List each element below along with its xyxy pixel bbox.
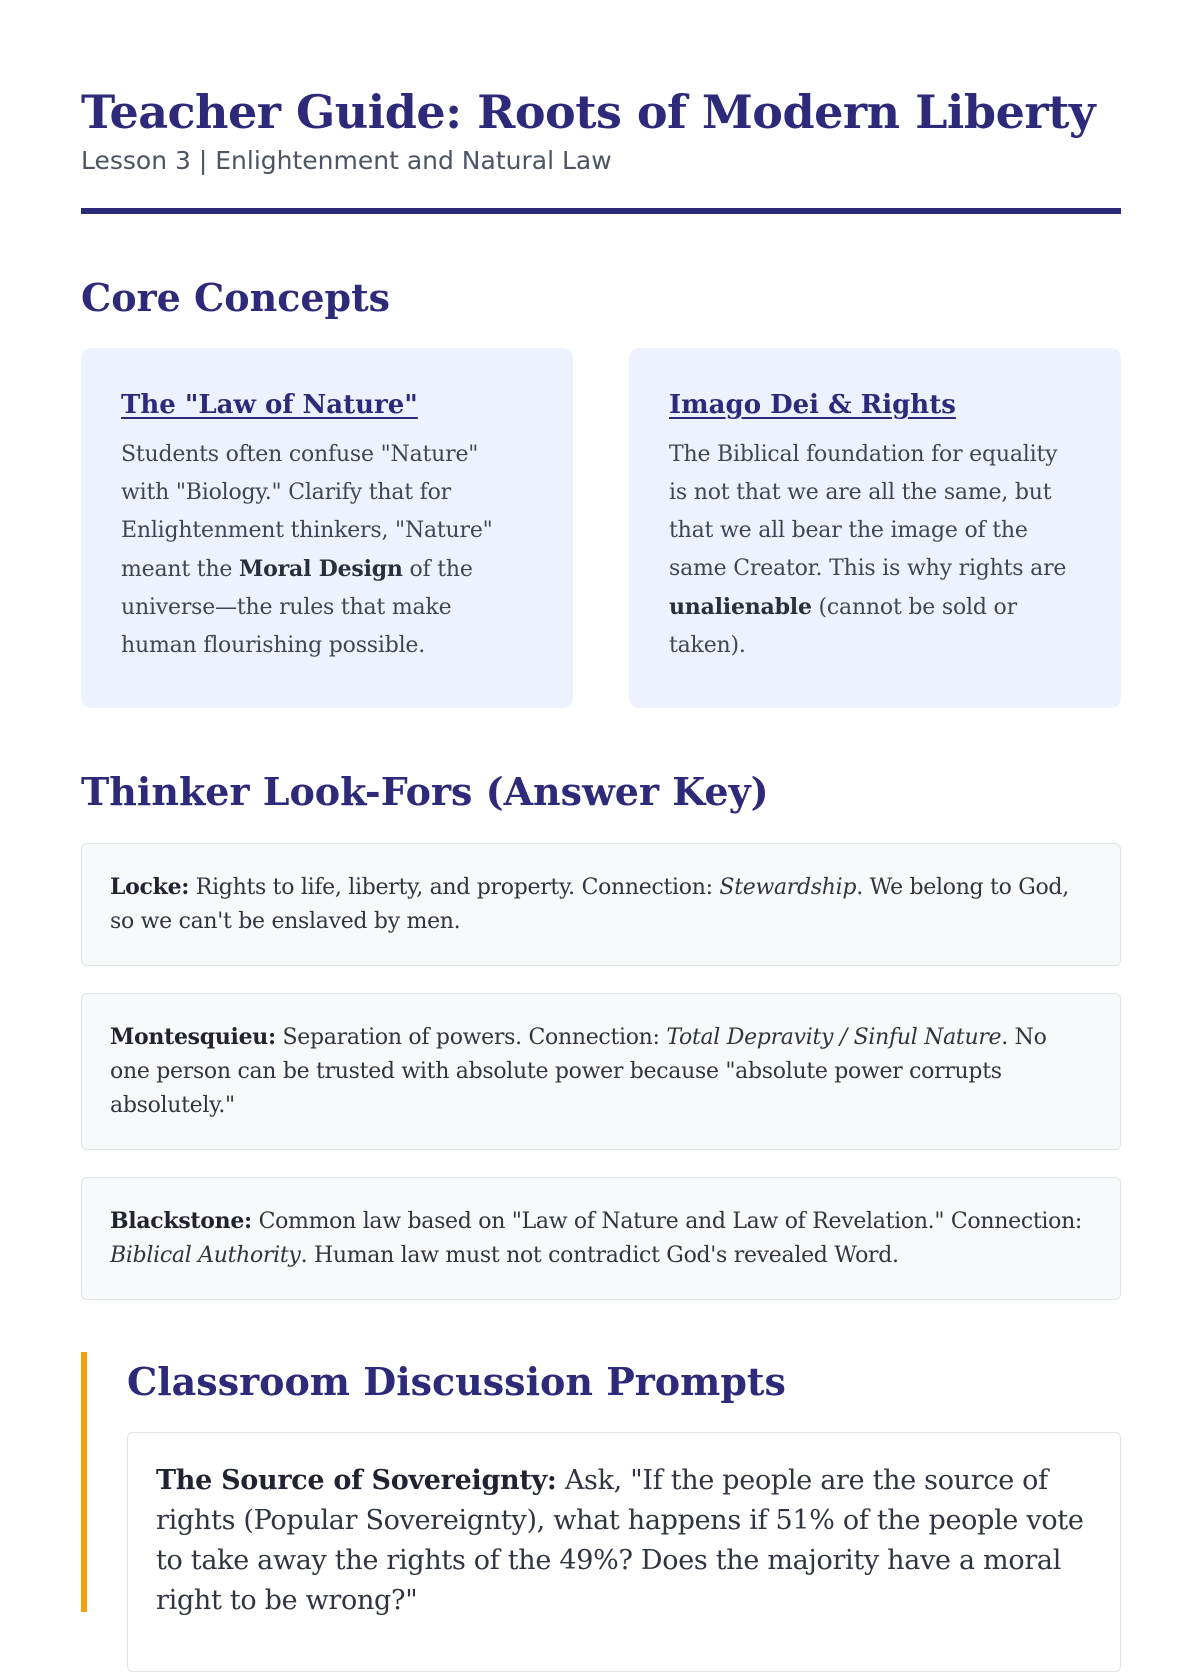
thinker-name: Montesquieu: [110,1024,276,1050]
concept-card-text: The Biblical foundation for equality is not that we are all the same, but that we all bear the image of the same Creator. This is why rights are unalienable (cannot be sold or taken). [669,442,1067,658]
discussion-prompt-card [127,1432,1121,1672]
thinker-connection: Biblical Authority [110,1243,301,1268]
title-divider [81,208,1121,214]
thinker-look-fors-heading: Thinker Look-Fors (Answer Key) [81,769,769,814]
concept-card-title: Imago Dei & Rights [669,390,956,420]
thinker-name: Blackstone: [110,1208,252,1234]
thinker-connection: Total Depravity / Sinful Nature [666,1025,1002,1050]
page-subtitle: Lesson 3 | Enlightenment and Natural Law [81,146,612,175]
concept-card-title: The "Law of Nature" [121,390,418,420]
thinker-name: Locke: [110,874,190,900]
prompt-text: Ask, "If the people are the source of rights (Popular Sovereignty), what happens if 51% of the people vote to take away the rights of the 49%? Does the majority have a moral right to be wrong?" [156,1465,1084,1616]
discussion-prompts-heading: Classroom Discussion Prompts [127,1359,786,1404]
concept-card-imago-dei [629,348,1121,708]
thinker-card-blackstone: Blackstone: Common law based on "Law of Nature and Law of Revelation." Connection: Biblical Authority. Human law must not contradict God's revealed Word. [81,1177,1121,1300]
page-title: Teacher Guide: Roots of Modern Liberty [81,85,1096,139]
thinker-card-locke: Locke: Rights to life, liberty, and property. Connection: Stewardship. We belong to God, so we can't be enslaved by men. [81,843,1121,966]
thinker-connection: Stewardship [719,875,857,900]
discussion-accent-bar [81,1352,87,1612]
concept-card-text: Students often confuse "Nature" with "Biology." Clarify that for Enlightenment thinkers, "Nature" meant the Moral Design of the universe—the rules that make human flourishing possible. [121,442,493,658]
prompt-title: The Source of Sovereignty: [156,1465,557,1496]
concept-card-law-of-nature [81,348,573,708]
thinker-card-montesquieu: Montesquieu: Separation of powers. Connection: Total Depravity / Sinful Nature. No one person can be trusted with absolute power because "absolute power corrupts absolutely." [81,993,1121,1150]
core-concepts-heading: Core Concepts [81,275,391,320]
